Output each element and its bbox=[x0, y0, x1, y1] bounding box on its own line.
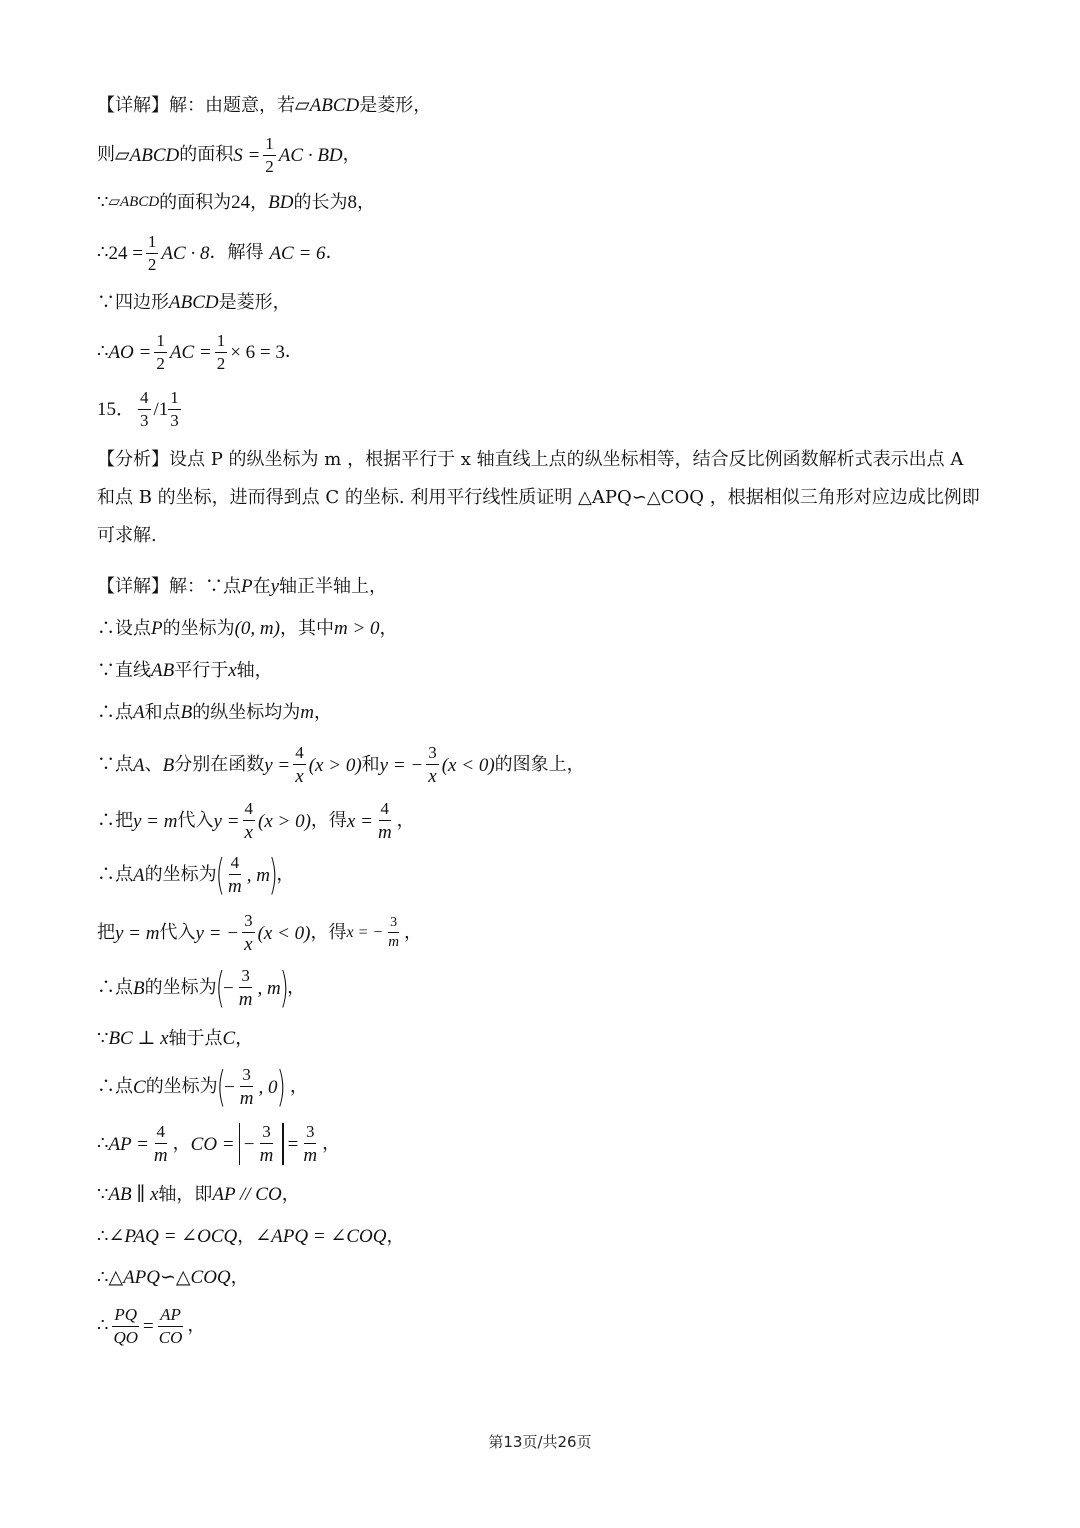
line-rhombus: ∵四边形 ABCD 是菱形， bbox=[97, 291, 291, 313]
line-detail-2: 【详解】解：∵点 P 在 y 轴正半轴上， bbox=[97, 575, 388, 597]
line-ab-parallel-x: ∵ AB ∥ x 轴，即 AP // CO ， bbox=[97, 1183, 300, 1205]
fraction: $\frac{3}{m}$ bbox=[238, 966, 253, 1010]
page-footer: 第13页/共26页 bbox=[488, 1433, 592, 1451]
abs-bar-left bbox=[239, 1123, 240, 1165]
fraction: $\frac{4}{3}$ bbox=[140, 388, 149, 430]
fraction: $\frac{AP}{CO}$ bbox=[158, 1305, 183, 1347]
line-answer-15: 15． $\frac{4}{3}$ /1 $\frac{1}{3}$ bbox=[97, 388, 179, 430]
fraction: $\frac{4}{m}$ bbox=[377, 799, 392, 843]
fraction: $\frac{1}{3}$ bbox=[170, 388, 179, 430]
fraction: $\frac{1}{2}$ bbox=[147, 232, 157, 274]
line-substitute-a: ∴把 y = m 代入 y = $\frac{4}{x}$ (x > 0) ，得 x = $\frac{4}{m}$ ， bbox=[97, 799, 415, 843]
line-area-formula: 则 ▱ABCD 的面积 S = $\frac{1}{2}$ AC · BD ， bbox=[97, 134, 361, 176]
line-detail-intro: 【详解】解：由题意，若 ▱ABCD 是菱形， bbox=[97, 94, 432, 116]
fraction: $\frac{4}{x}$ bbox=[295, 743, 304, 787]
line-ab-ordinate: ∴点 A 和点 B 的纵坐标均为 m ， bbox=[97, 701, 332, 723]
line-angles: ∴ ∠PAQ = ∠OCQ ， ∠APQ = ∠COQ ， bbox=[97, 1225, 405, 1247]
fraction: $\frac{3}{m}$ bbox=[303, 1122, 318, 1166]
line-similar: ∴ △APQ∽△COQ ， bbox=[97, 1266, 249, 1288]
fraction: $\frac{3}{m}$ bbox=[259, 1122, 274, 1166]
line-coord-a: ∴点 A 的坐标为 ( $\frac{4}{m}$ , m ) ， bbox=[97, 850, 295, 900]
line-ab-parallel: ∵直线 AB 平行于 x 轴， bbox=[97, 659, 273, 681]
fraction: $\frac{1}{2}$ bbox=[216, 331, 226, 373]
line-functions: ∵点 A 、 B 分别在函数 y = $\frac{4}{x}$ (x > 0) 和 y = − $\frac{3}{x}$ (x < 0) 的图象上， bbox=[97, 743, 585, 787]
fraction: $\frac{4}{x}$ bbox=[244, 799, 253, 843]
fraction: $\frac{4}{m}$ bbox=[228, 853, 242, 897]
line-substitute-b: 把 y = m 代入 y = − $\frac{3}{x}$ (x < 0) ，得 x = − $\frac{3}{m}$ ， bbox=[97, 911, 423, 955]
line-set-p: ∴设点 P 的坐标为 (0, m) ，其中 m > 0 ， bbox=[97, 617, 398, 639]
fraction: $\frac{1}{2}$ bbox=[265, 134, 274, 176]
fraction: $\frac{3}{x}$ bbox=[244, 911, 253, 955]
abs-bar-right bbox=[282, 1123, 283, 1165]
fraction: $\frac{1}{2}$ bbox=[156, 331, 165, 373]
fraction: $\frac{3}{x}$ bbox=[428, 743, 437, 787]
line-ratio: ∴ $\frac{PQ}{QO}$ = $\frac{AP}{CO}$ ， bbox=[97, 1305, 206, 1347]
line-ao-result: ∴ AO = $\frac{1}{2}$ AC = $\frac{1}{2}$ × 6 = 3 ． bbox=[97, 331, 303, 373]
line-ap-co: ∴ AP = $\frac{4}{m}$ ， CO = − $\frac{3}{m}$ = $\frac{3}{m}$ ， bbox=[97, 1122, 341, 1166]
analysis-paragraph: 【分析】设点 P 的纵坐标为 m ，根据平行于 x 轴直线上点的纵坐标相等，结合反比例函数解析式表示出点 A 和点 B 的坐标，进而得到点 C 的坐标. 利用平行线性质证明 △APQ∽△COQ ，根据相似三角形对应边成比例即可求解. bbox=[97, 449, 980, 546]
fraction: $\frac{4}{m}$ bbox=[153, 1122, 168, 1166]
line-area-given: ∵ ▱ABCD 的面积为 24 ， BD 的长为 8 ， bbox=[97, 191, 375, 213]
line-bc-perp: ∵ BC ⊥ x 轴于点 C ， bbox=[97, 1027, 254, 1049]
line-coord-b: ∴点 B 的坐标为 ( − $\frac{3}{m}$ , m ) ， bbox=[97, 963, 306, 1013]
fraction: $\frac{3}{m}$ bbox=[388, 915, 400, 951]
line-solve-ac: ∴ 24 = $\frac{1}{2}$ AC · 8 ．解得 AC = 6 ． bbox=[97, 232, 344, 274]
fraction: $\frac{3}{m}$ bbox=[239, 1065, 254, 1109]
fraction: $\frac{PQ}{QO}$ bbox=[113, 1305, 139, 1347]
line-coord-c: ∴点 C 的坐标为 ( − $\frac{3}{m}$ , 0 ) ， bbox=[97, 1062, 308, 1112]
